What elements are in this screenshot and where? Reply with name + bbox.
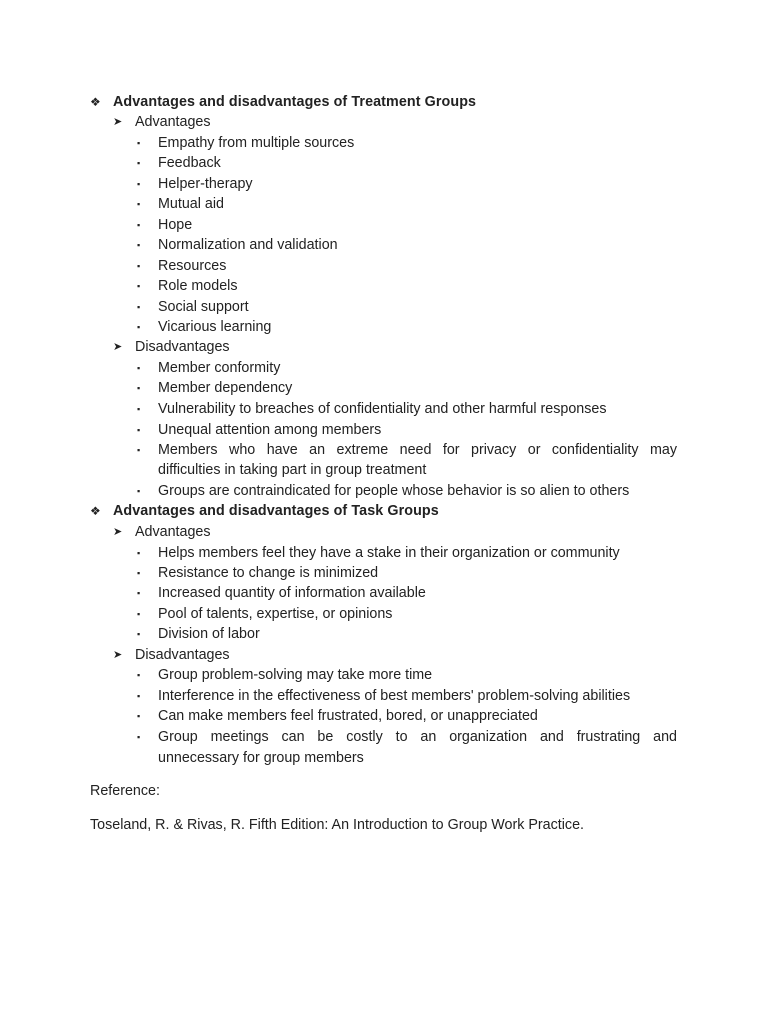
list-item-text: Feedback — [158, 155, 221, 171]
square-bullet-icon: ▪ — [137, 588, 141, 598]
list-item-text: Interference in the effectiveness of best members' problem-solving abilities — [158, 688, 631, 704]
square-bullet-icon: ▪ — [137, 568, 141, 578]
square-bullet-icon: ▪ — [137, 486, 141, 496]
list-item-text: Pool of talents, expertise, or opinions — [158, 606, 393, 622]
list-item-text: Helps members feel they have a stake in their organization or community — [158, 545, 620, 561]
list-item-text: Members who have an extreme need for privacy or confidentiality may — [158, 442, 677, 458]
list-item-text: Mutual aid — [158, 196, 224, 212]
subheading-label: Advantages — [135, 524, 211, 540]
square-bullet-icon: ▪ — [137, 404, 141, 414]
reference-label-text: Reference: — [90, 783, 160, 799]
list-item-text: Social support — [158, 299, 249, 315]
square-bullet-icon: ▪ — [137, 199, 141, 209]
list-item-text: Vicarious learning — [158, 319, 272, 335]
list-item-text: Member dependency — [158, 380, 293, 396]
square-bullet-icon: ▪ — [137, 138, 141, 148]
square-bullet-icon: ▪ — [137, 445, 141, 455]
list-item-text: Groups are contraindicated for people whose behavior is so alien to others — [158, 483, 630, 499]
reference-citation-text: Toseland, R. & Rivas, R. Fifth Edition: An Introduction to Group Work Practice. — [90, 817, 584, 833]
list-item-text: Group problem-solving may take more time — [158, 667, 433, 683]
arrow-bullet-icon: ➤ — [113, 526, 123, 538]
arrow-bullet-icon: ➤ — [113, 116, 123, 128]
square-bullet-icon: ▪ — [137, 322, 141, 332]
square-bullet-icon: ▪ — [137, 220, 141, 230]
list-item-text: Group meetings can be costly to an organization and frustrating and — [158, 729, 677, 745]
list-item-text: Empathy from multiple sources — [158, 135, 355, 151]
subheading-label: Disadvantages — [135, 339, 230, 355]
list-item-text: Division of labor — [158, 626, 260, 642]
square-bullet-icon: ▪ — [137, 363, 141, 373]
square-bullet-icon: ▪ — [137, 261, 141, 271]
diamond-bullet-icon: ❖ — [90, 504, 101, 518]
section-title: Advantages and disadvantages of Task Groups — [113, 503, 439, 519]
square-bullet-icon: ▪ — [137, 629, 141, 639]
square-bullet-icon: ▪ — [137, 383, 141, 393]
section-title: Advantages and disadvantages of Treatment Groups — [113, 94, 477, 110]
list-item-text: Increased quantity of information available — [158, 585, 426, 601]
arrow-bullet-icon: ➤ — [113, 649, 123, 661]
list-item-text: Role models — [158, 278, 238, 294]
list-item-text: Can make members feel frustrated, bored, or unappreciated — [158, 708, 538, 724]
square-bullet-icon: ▪ — [137, 425, 141, 435]
list-item-text: Normalization and validation — [158, 237, 338, 253]
diamond-bullet-icon: ❖ — [90, 95, 101, 109]
list-item-text: Hope — [158, 217, 193, 233]
subheading-label: Disadvantages — [135, 647, 230, 663]
square-bullet-icon: ▪ — [137, 711, 141, 721]
list-item-text: Unequal attention among members — [158, 422, 382, 438]
list-item-text: difficulties in taking part in group treatment — [158, 462, 427, 478]
square-bullet-icon: ▪ — [137, 732, 141, 742]
square-bullet-icon: ▪ — [137, 609, 141, 619]
square-bullet-icon: ▪ — [137, 548, 141, 558]
square-bullet-icon: ▪ — [137, 302, 141, 312]
square-bullet-icon: ▪ — [137, 691, 141, 701]
square-bullet-icon: ▪ — [137, 158, 141, 168]
arrow-bullet-icon: ➤ — [113, 341, 123, 353]
subheading-label: Advantages — [135, 114, 211, 130]
list-item-text: Resources — [158, 258, 227, 274]
square-bullet-icon: ▪ — [137, 240, 141, 250]
list-item-text: Helper-therapy — [158, 176, 253, 192]
square-bullet-icon: ▪ — [137, 281, 141, 291]
list-item-text: Member conformity — [158, 360, 281, 376]
list-item-text: unnecessary for group members — [158, 750, 364, 766]
list-item-text: Resistance to change is minimized — [158, 565, 379, 581]
list-item-text: Vulnerability to breaches of confidentiality and other harmful responses — [158, 401, 607, 417]
square-bullet-icon: ▪ — [137, 670, 141, 680]
square-bullet-icon: ▪ — [137, 179, 141, 189]
